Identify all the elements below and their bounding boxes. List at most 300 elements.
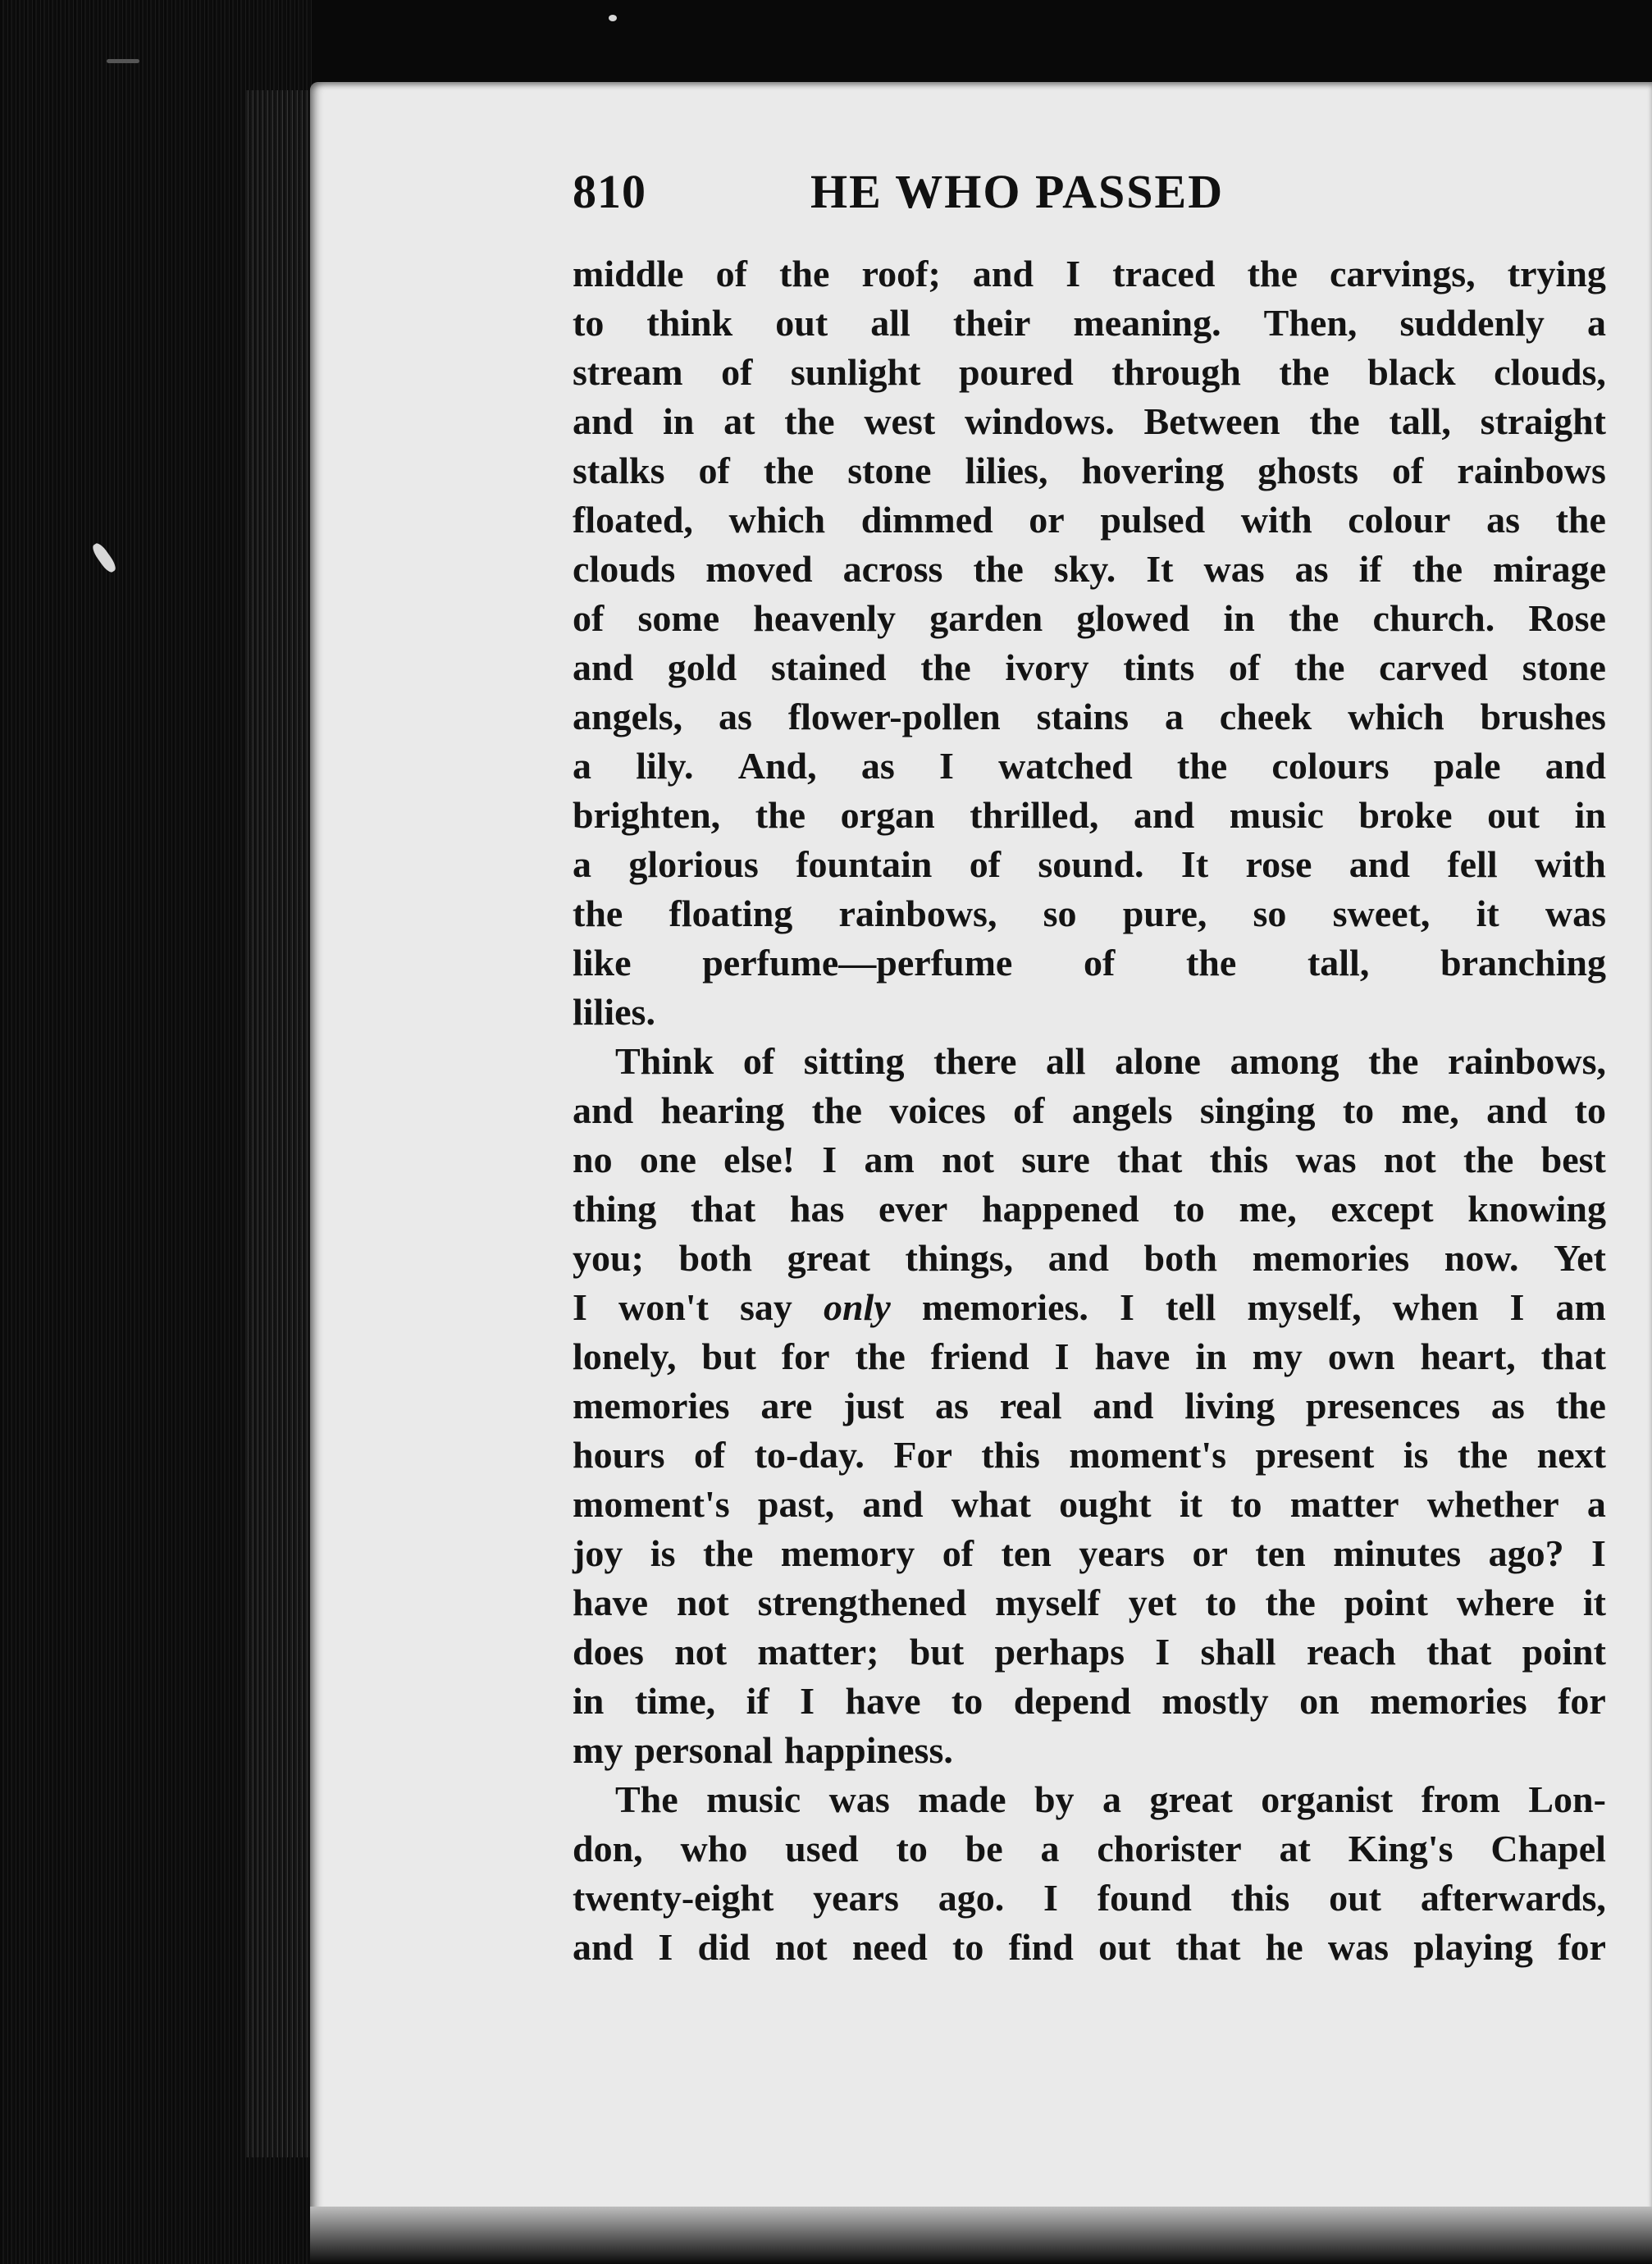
word: and bbox=[1486, 1089, 1548, 1131]
word: a bbox=[1040, 1828, 1060, 1869]
text-line bbox=[573, 1923, 1606, 1972]
word: in bbox=[1574, 794, 1606, 836]
word: am bbox=[864, 1139, 915, 1180]
word: made bbox=[918, 1778, 1006, 1820]
word: lilies. bbox=[573, 991, 655, 1033]
text-line bbox=[573, 889, 1606, 938]
word: the bbox=[1185, 942, 1237, 984]
word: won't bbox=[618, 1286, 709, 1328]
word: afterwards, bbox=[1420, 1877, 1606, 1919]
word: and bbox=[1545, 745, 1606, 787]
word: past, bbox=[757, 1483, 835, 1525]
scan-speck bbox=[107, 59, 139, 63]
word: with bbox=[1534, 843, 1606, 885]
text-line bbox=[573, 446, 1606, 495]
word: as bbox=[1294, 548, 1329, 590]
text-line bbox=[573, 397, 1606, 446]
word: minutes bbox=[1333, 1532, 1462, 1574]
word: rainbows bbox=[1457, 450, 1606, 491]
word: I bbox=[800, 1680, 815, 1722]
word: the bbox=[1309, 400, 1360, 442]
word: church. bbox=[1372, 597, 1495, 639]
word: the bbox=[1412, 548, 1463, 590]
word: tell bbox=[1165, 1286, 1216, 1328]
running-title: HE WHO PASSED bbox=[810, 165, 1225, 218]
text-line bbox=[573, 1135, 1606, 1184]
word: glowed bbox=[1076, 597, 1190, 639]
text-line bbox=[573, 1184, 1606, 1234]
word: out bbox=[1098, 1926, 1151, 1968]
word: which bbox=[728, 499, 826, 541]
word: not bbox=[676, 1582, 729, 1623]
word: the bbox=[1247, 253, 1298, 294]
word: moved bbox=[705, 548, 813, 590]
text-line bbox=[573, 545, 1606, 594]
word: a bbox=[1164, 696, 1184, 737]
word: and bbox=[573, 646, 634, 688]
page-content bbox=[310, 82, 1652, 2223]
word: else! bbox=[723, 1139, 795, 1180]
word: out bbox=[1329, 1877, 1381, 1919]
word: have bbox=[845, 1680, 921, 1722]
word: carved bbox=[1379, 646, 1488, 688]
word: that bbox=[690, 1188, 756, 1230]
word: memories bbox=[1252, 1237, 1410, 1279]
word: I bbox=[1119, 1286, 1134, 1328]
word: traced bbox=[1112, 253, 1216, 294]
word: personal bbox=[634, 1729, 774, 1771]
text-line bbox=[573, 742, 1606, 791]
word: when bbox=[1392, 1286, 1479, 1328]
word: my bbox=[1252, 1335, 1303, 1377]
word: a bbox=[1586, 302, 1606, 344]
word: the bbox=[1265, 1582, 1316, 1623]
word: now. bbox=[1444, 1237, 1519, 1279]
word: For bbox=[893, 1434, 952, 1476]
word: to bbox=[952, 1926, 984, 1968]
word: among bbox=[1230, 1040, 1339, 1082]
word: so bbox=[1253, 892, 1287, 934]
word: brushes bbox=[1480, 696, 1606, 737]
word: flower-pollen bbox=[787, 696, 1001, 737]
word: am bbox=[1555, 1286, 1606, 1328]
word: a bbox=[1102, 1778, 1121, 1820]
word: angels, bbox=[573, 696, 683, 737]
word: alone bbox=[1115, 1040, 1201, 1082]
word: tall, bbox=[1389, 400, 1451, 442]
word: memories bbox=[1370, 1680, 1527, 1722]
word: was bbox=[1545, 892, 1606, 934]
word: trying bbox=[1507, 253, 1606, 294]
word: playing bbox=[1413, 1926, 1533, 1968]
word: great bbox=[787, 1237, 870, 1279]
word: myself, bbox=[1247, 1286, 1362, 1328]
word: the bbox=[1289, 597, 1339, 639]
word: organ bbox=[840, 794, 935, 836]
word: I bbox=[822, 1139, 837, 1180]
word: Chapel bbox=[1490, 1828, 1606, 1869]
word: be bbox=[965, 1828, 1003, 1869]
word: I bbox=[1155, 1631, 1171, 1673]
word: in bbox=[573, 1680, 605, 1722]
word: I bbox=[658, 1926, 673, 1968]
word: the bbox=[1463, 1139, 1514, 1180]
word: meaning. bbox=[1073, 302, 1221, 344]
word: if bbox=[746, 1680, 769, 1722]
word: a bbox=[1586, 1483, 1606, 1525]
word: Yet bbox=[1554, 1237, 1606, 1279]
word: watched bbox=[998, 745, 1133, 787]
word: to bbox=[951, 1680, 983, 1722]
word: and bbox=[1047, 1237, 1109, 1279]
word: to bbox=[573, 302, 605, 344]
text-line bbox=[573, 988, 1606, 1037]
word: gold bbox=[667, 646, 737, 688]
word: is bbox=[650, 1532, 676, 1574]
word: I bbox=[1043, 1877, 1058, 1919]
word: of bbox=[715, 253, 747, 294]
word: mirage bbox=[1493, 548, 1606, 590]
word: music bbox=[1229, 794, 1324, 836]
word: need bbox=[851, 1926, 928, 1968]
word: across bbox=[842, 548, 943, 590]
text-line bbox=[573, 840, 1606, 889]
text-line bbox=[573, 1874, 1606, 1923]
word: just bbox=[843, 1385, 905, 1426]
word: was bbox=[1295, 1139, 1357, 1180]
word: to bbox=[1230, 1483, 1262, 1525]
word: moment's bbox=[1069, 1434, 1227, 1476]
word: like bbox=[573, 942, 632, 984]
word: out bbox=[775, 302, 828, 344]
word: of bbox=[1083, 942, 1116, 984]
word: think bbox=[646, 302, 733, 344]
word: the bbox=[1176, 745, 1228, 787]
word: the bbox=[1294, 646, 1345, 688]
word: or bbox=[1192, 1532, 1228, 1574]
word: not bbox=[942, 1139, 994, 1180]
word: and bbox=[1093, 1385, 1154, 1426]
word: tall, bbox=[1307, 942, 1370, 984]
word: ago. bbox=[938, 1877, 1005, 1919]
word: was bbox=[828, 1778, 890, 1820]
word: the bbox=[1555, 499, 1606, 541]
word: for bbox=[1558, 1680, 1606, 1722]
word: don, bbox=[573, 1828, 643, 1869]
word: rose bbox=[1245, 843, 1312, 885]
word: of bbox=[698, 450, 730, 491]
word: at bbox=[1279, 1828, 1311, 1869]
word: stalks bbox=[573, 450, 665, 491]
word: the bbox=[1457, 1434, 1508, 1476]
word: of bbox=[742, 1040, 775, 1082]
word: years bbox=[1079, 1532, 1166, 1574]
word: that bbox=[1175, 1926, 1241, 1968]
word: and bbox=[972, 253, 1034, 294]
word: it bbox=[1179, 1483, 1202, 1525]
word: the bbox=[702, 1532, 754, 1574]
word: and bbox=[573, 400, 634, 442]
word: angels bbox=[1071, 1089, 1173, 1131]
word: memory bbox=[780, 1532, 915, 1574]
word: I bbox=[938, 745, 954, 787]
word: not bbox=[774, 1926, 828, 1968]
word: of bbox=[942, 1532, 974, 1574]
word: are bbox=[760, 1385, 813, 1426]
word: what bbox=[951, 1483, 1031, 1525]
page-number: 810 bbox=[573, 165, 646, 218]
text-line bbox=[573, 1627, 1606, 1677]
word: dimmed bbox=[860, 499, 993, 541]
word: a bbox=[573, 843, 591, 885]
word: ten bbox=[1255, 1532, 1306, 1574]
word: the bbox=[1279, 351, 1330, 393]
word: mostly bbox=[1161, 1680, 1269, 1722]
word: sure bbox=[1021, 1139, 1090, 1180]
word: to bbox=[1574, 1089, 1606, 1131]
word: hearing bbox=[660, 1089, 785, 1131]
word: years bbox=[813, 1877, 899, 1919]
word: to bbox=[896, 1828, 928, 1869]
text-line bbox=[573, 299, 1606, 348]
word: to bbox=[1205, 1582, 1237, 1623]
word: I bbox=[1066, 253, 1081, 294]
word: next bbox=[1536, 1434, 1606, 1476]
word: floating bbox=[669, 892, 793, 934]
word: this bbox=[981, 1434, 1040, 1476]
text-line bbox=[573, 1234, 1606, 1283]
word: on bbox=[1299, 1680, 1339, 1722]
word: Then, bbox=[1263, 302, 1358, 344]
word: point bbox=[1344, 1582, 1428, 1623]
word: own bbox=[1327, 1335, 1395, 1377]
word: of bbox=[969, 843, 1002, 885]
word: rainbows, bbox=[838, 892, 997, 934]
word: the bbox=[1555, 1385, 1606, 1426]
word: it bbox=[1582, 1582, 1606, 1623]
word: thrilled, bbox=[970, 794, 1099, 836]
word: he bbox=[1265, 1926, 1303, 1968]
word: brighten, bbox=[573, 794, 721, 836]
word: in bbox=[1195, 1335, 1227, 1377]
word: ten bbox=[1001, 1532, 1052, 1574]
text-line bbox=[573, 348, 1606, 397]
text-line bbox=[573, 1332, 1606, 1381]
word: have bbox=[1094, 1335, 1171, 1377]
word: only bbox=[823, 1286, 891, 1328]
body-text bbox=[573, 249, 1606, 1972]
word: who bbox=[680, 1828, 748, 1869]
word: stained bbox=[771, 646, 887, 688]
word: one bbox=[639, 1139, 696, 1180]
word: black bbox=[1367, 351, 1456, 393]
word: have bbox=[573, 1582, 648, 1623]
word: memories. bbox=[921, 1286, 1088, 1328]
word: to-day. bbox=[754, 1434, 865, 1476]
word: I bbox=[1591, 1532, 1606, 1574]
running-head bbox=[573, 164, 1606, 230]
word: living bbox=[1184, 1385, 1276, 1426]
word: roof; bbox=[861, 253, 941, 294]
word: matter bbox=[1289, 1483, 1399, 1525]
word: say bbox=[739, 1286, 792, 1328]
word: perfume—perfume bbox=[702, 942, 1013, 984]
word: has bbox=[789, 1188, 845, 1230]
word: except bbox=[1330, 1188, 1434, 1230]
word: fell bbox=[1447, 843, 1498, 885]
word: colour bbox=[1348, 499, 1451, 541]
word: stone bbox=[847, 450, 932, 491]
word: and bbox=[1349, 843, 1410, 885]
word: of bbox=[693, 1434, 726, 1476]
word: memories bbox=[573, 1385, 730, 1426]
word: as bbox=[1486, 499, 1520, 541]
word: is bbox=[1403, 1434, 1429, 1476]
word: by bbox=[1034, 1778, 1075, 1820]
word: sunlight bbox=[790, 351, 921, 393]
word: lilies, bbox=[965, 450, 1048, 491]
word: of bbox=[721, 351, 753, 393]
word: find bbox=[1008, 1926, 1074, 1968]
word: Rose bbox=[1528, 597, 1606, 639]
page-stack-edge bbox=[246, 90, 312, 2157]
text-line bbox=[573, 643, 1606, 692]
word: music bbox=[706, 1778, 801, 1820]
word: point bbox=[1522, 1631, 1606, 1673]
word: was bbox=[1203, 548, 1265, 590]
word: as bbox=[860, 745, 895, 787]
word: singing bbox=[1199, 1089, 1316, 1131]
word: lily. bbox=[636, 745, 694, 787]
word: west bbox=[864, 400, 936, 442]
word: I bbox=[1509, 1286, 1525, 1328]
word: of bbox=[1392, 450, 1424, 491]
word: great bbox=[1149, 1778, 1233, 1820]
word: King's bbox=[1348, 1828, 1453, 1869]
word: branching bbox=[1440, 942, 1606, 984]
word: sky. bbox=[1053, 548, 1116, 590]
word: clouds bbox=[573, 548, 676, 590]
word: for bbox=[781, 1335, 830, 1377]
word: with bbox=[1240, 499, 1312, 541]
word: Think bbox=[615, 1040, 714, 1082]
word: at bbox=[723, 400, 755, 442]
word: the bbox=[784, 400, 835, 442]
word: the bbox=[573, 892, 623, 934]
word: voices bbox=[889, 1089, 986, 1131]
word: but bbox=[701, 1335, 756, 1377]
word: but bbox=[909, 1631, 965, 1673]
word: through bbox=[1111, 351, 1241, 393]
word: of bbox=[1013, 1089, 1045, 1131]
word: the bbox=[763, 450, 815, 491]
word: myself bbox=[995, 1582, 1100, 1623]
word: pulsed bbox=[1100, 499, 1206, 541]
scan-speck bbox=[609, 15, 617, 21]
word: and bbox=[573, 1089, 634, 1131]
word: it bbox=[1476, 892, 1499, 934]
word: rainbows, bbox=[1448, 1040, 1606, 1082]
word: you; bbox=[573, 1237, 644, 1279]
word: which bbox=[1348, 696, 1444, 737]
word: did bbox=[697, 1926, 751, 1968]
text-line bbox=[573, 791, 1606, 840]
word: knowing bbox=[1467, 1188, 1606, 1230]
word: pale bbox=[1433, 745, 1501, 787]
text-line bbox=[573, 1775, 1606, 1824]
word: sitting bbox=[803, 1040, 905, 1082]
text-line bbox=[573, 495, 1606, 545]
word: the bbox=[779, 253, 830, 294]
word: I bbox=[1054, 1335, 1070, 1377]
word: twenty-eight bbox=[573, 1877, 774, 1919]
word: the bbox=[855, 1335, 906, 1377]
word: that bbox=[1426, 1631, 1492, 1673]
word: from bbox=[1421, 1778, 1500, 1820]
text-line bbox=[573, 1677, 1606, 1726]
word: the bbox=[1368, 1040, 1419, 1082]
word: that bbox=[1117, 1139, 1183, 1180]
word: if bbox=[1358, 548, 1382, 590]
text-line bbox=[573, 1381, 1606, 1431]
word: stains bbox=[1036, 696, 1129, 737]
text-line bbox=[573, 594, 1606, 643]
word: the bbox=[973, 548, 1024, 590]
word: tints bbox=[1123, 646, 1195, 688]
word: was bbox=[1327, 1926, 1389, 1968]
word: of bbox=[573, 597, 605, 639]
word: me, bbox=[1239, 1188, 1297, 1230]
word: in bbox=[1223, 597, 1255, 639]
word: Between bbox=[1143, 400, 1280, 442]
word: sound. bbox=[1038, 843, 1144, 885]
word: both bbox=[1143, 1237, 1218, 1279]
word: where bbox=[1456, 1582, 1555, 1623]
word: all bbox=[870, 302, 910, 344]
word: suddenly bbox=[1399, 302, 1545, 344]
word: garden bbox=[929, 597, 1043, 639]
word: lonely, bbox=[573, 1335, 677, 1377]
word: as bbox=[1490, 1385, 1525, 1426]
word: organist bbox=[1261, 1778, 1394, 1820]
word: and bbox=[1134, 794, 1195, 836]
word: ever bbox=[878, 1188, 948, 1230]
word: real bbox=[999, 1385, 1062, 1426]
word: And, bbox=[737, 745, 817, 787]
word: colours bbox=[1271, 745, 1390, 787]
word: happened bbox=[982, 1188, 1139, 1230]
word: shall bbox=[1200, 1631, 1276, 1673]
word: stream bbox=[573, 351, 683, 393]
word: clouds, bbox=[1494, 351, 1606, 393]
text-line bbox=[573, 1086, 1606, 1135]
word: the bbox=[920, 646, 971, 688]
word: middle bbox=[573, 253, 684, 294]
text-line bbox=[573, 249, 1606, 299]
word: to bbox=[1173, 1188, 1205, 1230]
word: presences bbox=[1305, 1385, 1461, 1426]
word: me, bbox=[1401, 1089, 1459, 1131]
word: broke bbox=[1358, 794, 1453, 836]
word: heavenly bbox=[753, 597, 897, 639]
word: whether bbox=[1426, 1483, 1559, 1525]
word: and bbox=[573, 1926, 634, 1968]
word: hovering bbox=[1081, 450, 1225, 491]
word: ago? bbox=[1488, 1532, 1564, 1574]
word: used bbox=[785, 1828, 859, 1869]
word: time, bbox=[634, 1680, 716, 1722]
word: It bbox=[1146, 548, 1174, 590]
